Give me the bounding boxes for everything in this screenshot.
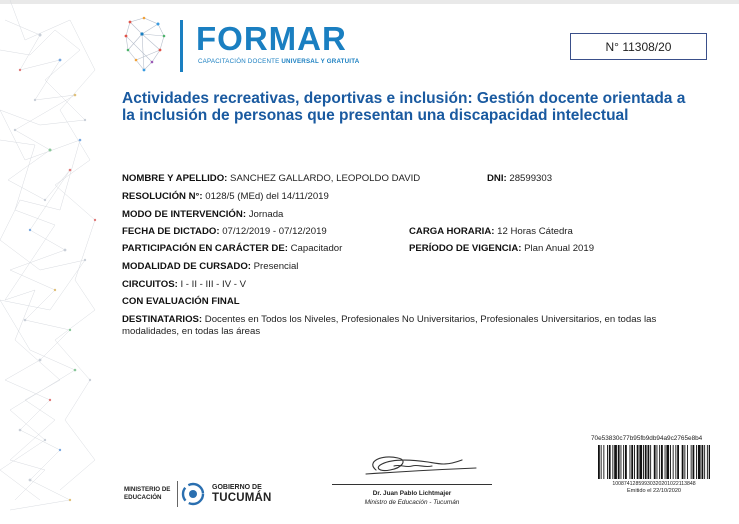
signer-name: Dr. Juan Pablo Lichtmajer [372, 490, 452, 497]
barcode-bar [618, 445, 620, 479]
formar-logo-wordmark: FORMAR [196, 20, 347, 57]
field-periodo-vigencia: PERÍODO DE VIGENCIA: Plan Anual 2019 [409, 243, 595, 254]
handwritten-signature [336, 448, 492, 484]
field-carga-horaria: CARGA HORARIA: 12 Horas Cátedra [409, 226, 573, 237]
barcode-bar [612, 445, 613, 479]
field-participacion: PARTICIPACIÓN EN CARÁCTER DE: Capacitador [122, 243, 343, 254]
barcode-bar [643, 445, 644, 479]
barcode-bar [682, 445, 684, 479]
certificate-number-box [570, 33, 707, 60]
barcode-bar [691, 445, 692, 479]
barcode-bar [609, 445, 611, 479]
barcode-bar [634, 445, 635, 479]
verification-hash: 70e53830c77b95fb9db94a9c2765e8b4 [591, 435, 703, 442]
barcode-bar [698, 445, 701, 479]
ministerio-educacion-logo: MINISTERIO DE EDUCACIÓN [124, 486, 171, 501]
barcode-bar [648, 445, 650, 479]
tucuman-map-logo-icon [122, 16, 168, 72]
network-pattern-decoration [0, 0, 110, 524]
barcode-bar [693, 445, 695, 479]
barcode-bar [631, 445, 633, 479]
field-destinatarios: DESTINATARIOS: Docentes en Todos los Niveles, Profesionales No Universitarios, Profesionales Universitarios, en todas las modalidades, en todas las áreas [122, 314, 657, 337]
certificate-number: N° 11308/20 [605, 39, 672, 54]
logo-divider [180, 20, 183, 72]
barcode-bar [614, 445, 617, 479]
barcode-bar [601, 445, 602, 479]
barcode-bar [673, 445, 674, 479]
barcode-bar [598, 445, 600, 479]
barcode-bar [675, 445, 676, 479]
barcode-bar [709, 445, 710, 479]
barcode-bar [623, 445, 624, 479]
field-circuitos: CIRCUITOS: I - II - III - IV - V [122, 279, 247, 290]
tucuman-emblem-icon [181, 482, 207, 506]
barcode-bar [684, 445, 685, 479]
barcode-bar [707, 445, 708, 479]
barcode-bar [603, 445, 604, 479]
field-modo-intervencion: MODO DE INTERVENCIÓN: Jornada [122, 209, 284, 220]
field-nombre: NOMBRE Y APELLIDO: SANCHEZ GALLARDO, LEOPOLDO DAVID [122, 173, 421, 184]
gobierno-de-label: GOBIERNO DE [212, 484, 262, 491]
top-bar [0, 0, 739, 4]
barcode-bar [677, 445, 679, 479]
barcode-bar [607, 445, 608, 479]
field-resolucion: RESOLUCIÓN N°: 0128/5 (MEd) del 14/11/2019 [122, 191, 329, 202]
field-modalidad: MODALIDAD DE CURSADO: Presencial [122, 261, 299, 272]
barcode-bar [666, 445, 669, 479]
barcode [598, 445, 710, 479]
barcode-bar [630, 445, 631, 479]
barcode-bar [659, 445, 660, 479]
barcode-bar [654, 445, 656, 479]
barcode-bar [621, 445, 622, 479]
barcode-bar [637, 445, 639, 479]
barcode-bar [657, 445, 658, 479]
barcode-bar [645, 445, 647, 479]
course-title: Actividades recreativas, deportivas e inclusión: Gestión docente orientada a la inclusión de personas que presentan una discapacidad intelectual [122, 90, 686, 124]
barcode-bar [696, 445, 697, 479]
logo-tagline: CAPACITACIÓN DOCENTE UNIVERSAL Y GRATUITA [198, 58, 360, 65]
barcode-bar [639, 445, 642, 479]
barcode-bar [670, 445, 671, 479]
tucuman-label: TUCUMÁN [212, 492, 272, 504]
field-evaluacion-final: CON EVALUACIÓN FINAL [122, 296, 240, 307]
barcode-bar [665, 445, 666, 479]
signer-role: Ministro de Educación - Tucumán [364, 499, 460, 506]
signature-line [332, 484, 492, 485]
barcode-bar [625, 445, 627, 479]
field-dni: DNI: 28599303 [487, 173, 553, 184]
footer-logo-divider [177, 481, 178, 507]
field-fecha-dictado: FECHA DE DICTADO: 07/12/2019 - 07/12/2019 [122, 226, 327, 237]
barcode-bar [650, 445, 651, 479]
barcode-bar [661, 445, 663, 479]
barcode-number: 100874128599303202010221138​48 [612, 481, 696, 487]
issue-date: Emitido el 22/10/2020 [626, 488, 682, 494]
barcode-bar [704, 445, 705, 479]
barcode-bar [702, 445, 704, 479]
barcode-bar [687, 445, 688, 479]
